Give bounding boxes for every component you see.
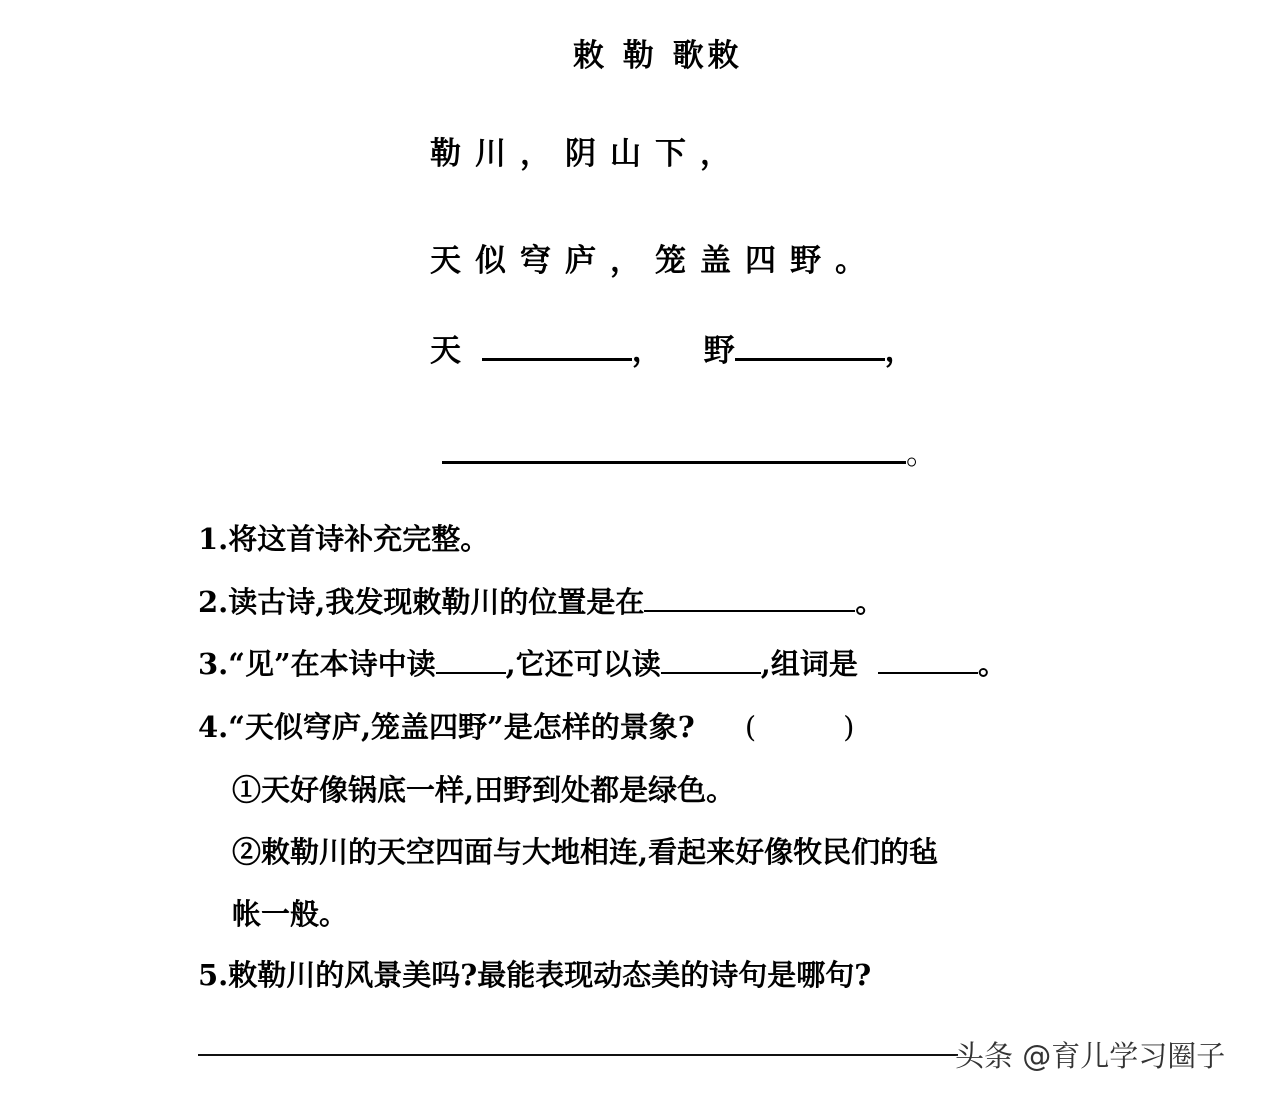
answer-blank[interactable] [644,581,855,612]
period: 。 [977,647,1007,681]
answer-line[interactable] [198,1054,958,1056]
option-1: ①天好像锅底一样,田野到处都是绿色。 [232,773,736,807]
question-3-text: ,它还可以读 [505,647,661,681]
poem-blank-1[interactable] [482,327,632,361]
question-1: 1.将这首诗补充完整。 [198,522,490,556]
period: 。 [855,585,885,619]
answer-blank[interactable] [436,643,506,674]
question-2-text: 2.读古诗,我发现敕勒川的位置是在 [198,585,645,619]
answer-parentheses[interactable]: ( ) [744,710,855,744]
question-5: 5.敕勒川的风景美吗?最能表现动态美的诗句是哪句? [198,958,872,992]
poem-blank-2[interactable] [735,327,885,361]
question-4 [198,705,854,746]
answer-blank[interactable] [878,643,978,674]
poem-line-3 [430,325,916,370]
poem-title: 敕 勒 歌敕 [573,38,743,74]
question-4-text: 4.“天似穹庐,笼盖四野”是怎样的景象? [198,710,695,744]
poem-blank-3[interactable] [442,430,906,464]
answer-blank[interactable] [661,643,761,674]
poem-line-3-mid: 野 [703,333,735,369]
poem-line-3-start: 天 [430,333,461,369]
option-2-continued: 帐一般。 [232,897,349,931]
option-2: ②敕勒川的天空四面与大地相连,看起来好像牧民们的毡 [232,835,939,869]
question-3-text: ,组词是 [760,647,858,681]
question-3 [198,642,1007,683]
poem-line-4 [442,428,937,473]
comma: ， [884,333,916,369]
question-2 [198,580,884,621]
poem-line-2: 天似穹庐，笼盖四野。 [430,243,880,279]
comma: ， [631,333,663,369]
question-3-text: 3.“见”在本诗中读 [198,647,436,681]
watermark: 头条 @育儿学习圈子 [955,1039,1226,1073]
poem-line-1: 勒川，阴山下， [430,136,745,172]
period: 。 [906,436,937,472]
